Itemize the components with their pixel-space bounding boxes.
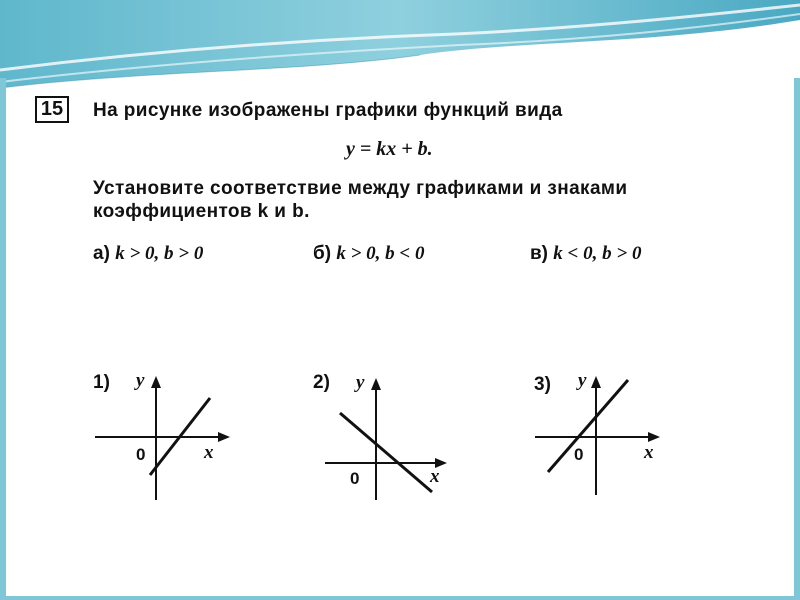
option-b-text: k > 0, b < 0 <box>336 243 425 264</box>
graph-3 <box>530 360 680 500</box>
graph-1-x-arrow <box>218 432 230 442</box>
task-number-box: 15 <box>35 96 69 123</box>
graph-1-y-arrow <box>151 376 161 388</box>
graph-3-x-label: x <box>644 442 654 463</box>
option-a-label: а) <box>93 243 110 264</box>
graph-3-y-arrow <box>591 376 601 388</box>
graph-1-number: 1) <box>93 372 110 393</box>
option-c-text: k < 0, b > 0 <box>553 243 642 264</box>
frame-bottom <box>0 596 800 600</box>
graph-2-origin: 0 <box>350 469 360 488</box>
option-a <box>93 243 203 265</box>
graph-1-y-label: y <box>136 370 145 391</box>
option-c <box>530 243 641 265</box>
option-b-label: б) <box>313 243 332 264</box>
option-b <box>313 243 425 265</box>
task-instruction-line1: Установите соответствие между графиками и знаками <box>93 178 628 199</box>
task-instruction-line2: коэффициентов k и b. <box>93 201 310 222</box>
graph-2-y-arrow <box>371 378 381 390</box>
frame-left <box>0 78 6 600</box>
graph-3-x-arrow <box>648 432 660 442</box>
frame-right <box>794 78 800 600</box>
graph-1 <box>90 360 240 505</box>
graph-3-origin: 0 <box>574 445 584 464</box>
task-intro: На рисунке изображены графики функций вида <box>93 100 563 121</box>
graph-2-number: 2) <box>313 372 330 393</box>
graph-2-y-label: y <box>356 372 365 393</box>
graph-2 <box>320 360 460 505</box>
option-c-label: в) <box>530 243 549 264</box>
graph-3-number: 3) <box>534 374 551 395</box>
graph-2-x-label: x <box>430 466 440 487</box>
graph-1-x-label: x <box>204 442 214 463</box>
option-a-text: k > 0, b > 0 <box>115 243 204 264</box>
graph-1-origin: 0 <box>136 445 146 464</box>
graph-3-y-label: y <box>578 370 587 391</box>
graph-3-line <box>548 380 628 472</box>
task-formula: y = kx + b. <box>346 138 433 160</box>
